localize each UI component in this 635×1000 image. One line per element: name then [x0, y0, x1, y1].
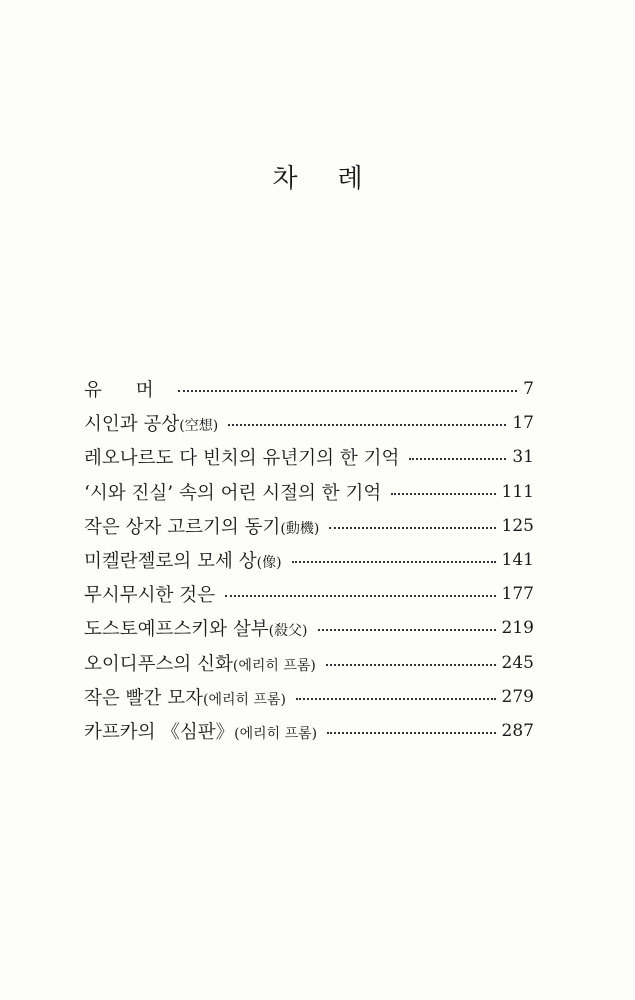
dot-leader	[329, 517, 495, 535]
toc-entry-title-text: 도스토예프스키와 살부	[84, 619, 269, 641]
table-of-contents	[84, 372, 534, 748]
toc-entry[interactable]	[84, 577, 534, 611]
toc-entry-page: 287	[501, 720, 534, 741]
toc-entry-title	[84, 650, 316, 676]
dot-leader	[391, 483, 495, 501]
toc-entry-subtitle: (殺父)	[268, 623, 308, 640]
toc-entry-page: 125	[501, 515, 534, 536]
toc-entry-title	[84, 376, 168, 402]
dot-leader	[292, 551, 496, 569]
toc-entry-title-text: 시인과 공상	[84, 414, 180, 436]
toc-entry[interactable]	[84, 714, 534, 748]
toc-entry-title	[84, 684, 286, 710]
toc-entry-page: 111	[501, 481, 534, 502]
toc-entry-title	[84, 615, 308, 641]
dot-leader	[327, 722, 495, 740]
toc-entry[interactable]	[84, 475, 534, 509]
toc-entry-title	[84, 513, 319, 539]
toc-entry-title	[84, 718, 317, 744]
toc-entry-subtitle: (像)	[256, 555, 282, 572]
title-char-2: 례	[337, 164, 363, 194]
toc-entry-title	[84, 410, 218, 436]
dot-leader	[178, 380, 518, 398]
toc-entry-page: 219	[501, 618, 534, 639]
toc-entry[interactable]	[84, 372, 534, 406]
toc-entry-page: 279	[501, 686, 534, 707]
toc-entry-title-text: 무시무시한 것은	[84, 585, 215, 607]
toc-entry-subtitle: (動機)	[280, 520, 320, 537]
toc-entry-title	[84, 581, 215, 607]
toc-entry-page: 17	[512, 413, 534, 434]
toc-entry-subtitle: (에리히 프롬)	[203, 691, 286, 708]
title-char-1: 차	[272, 164, 298, 194]
toc-entry-title	[84, 547, 282, 573]
dot-leader	[228, 414, 506, 432]
toc-entry-title-text: 레오나르도 다 빈치의 유년기의 한 기억	[84, 448, 400, 470]
dot-leader	[318, 619, 496, 637]
toc-entry-title-text: 미켈란젤로의 모세 상	[84, 551, 257, 573]
toc-entry-page: 7	[523, 379, 534, 400]
dot-leader	[225, 585, 496, 603]
dot-leader	[326, 654, 496, 672]
toc-entry[interactable]	[84, 406, 534, 440]
toc-entry-title-text: 오이디푸스의 신화	[84, 653, 233, 675]
toc-entry[interactable]	[84, 680, 534, 714]
toc-entry[interactable]	[84, 543, 534, 577]
toc-entry[interactable]	[84, 646, 534, 680]
toc-entry-subtitle: (에리히 프롬)	[232, 657, 316, 674]
page-title	[0, 158, 635, 195]
toc-entry[interactable]	[84, 509, 534, 543]
toc-entry-title-text: 작은 빨간 모자	[84, 687, 203, 709]
toc-entry-title-text: 작은 상자 고르기의 동기	[84, 516, 281, 538]
toc-entry-page: 31	[512, 447, 534, 468]
toc-entry-title-text: 유 머	[84, 380, 168, 402]
toc-entry-page: 141	[501, 550, 534, 571]
toc-entry-title-text: ‘시와 진실’ 속의 어린 시절의 한 기억	[84, 482, 382, 504]
toc-entry-page: 245	[501, 652, 534, 673]
toc-entry[interactable]	[84, 611, 534, 645]
toc-entry-title-text: 카프카의 《심판》	[84, 721, 235, 743]
toc-entry-title	[84, 444, 399, 470]
toc-entry-subtitle: (에리히 프롬)	[234, 725, 318, 742]
dot-leader	[409, 448, 506, 466]
toc-entry[interactable]	[84, 440, 534, 474]
toc-entry-title	[84, 479, 381, 505]
toc-entry-page: 177	[501, 584, 534, 605]
toc-entry-subtitle: (空想)	[179, 418, 219, 435]
dot-leader	[296, 688, 496, 706]
